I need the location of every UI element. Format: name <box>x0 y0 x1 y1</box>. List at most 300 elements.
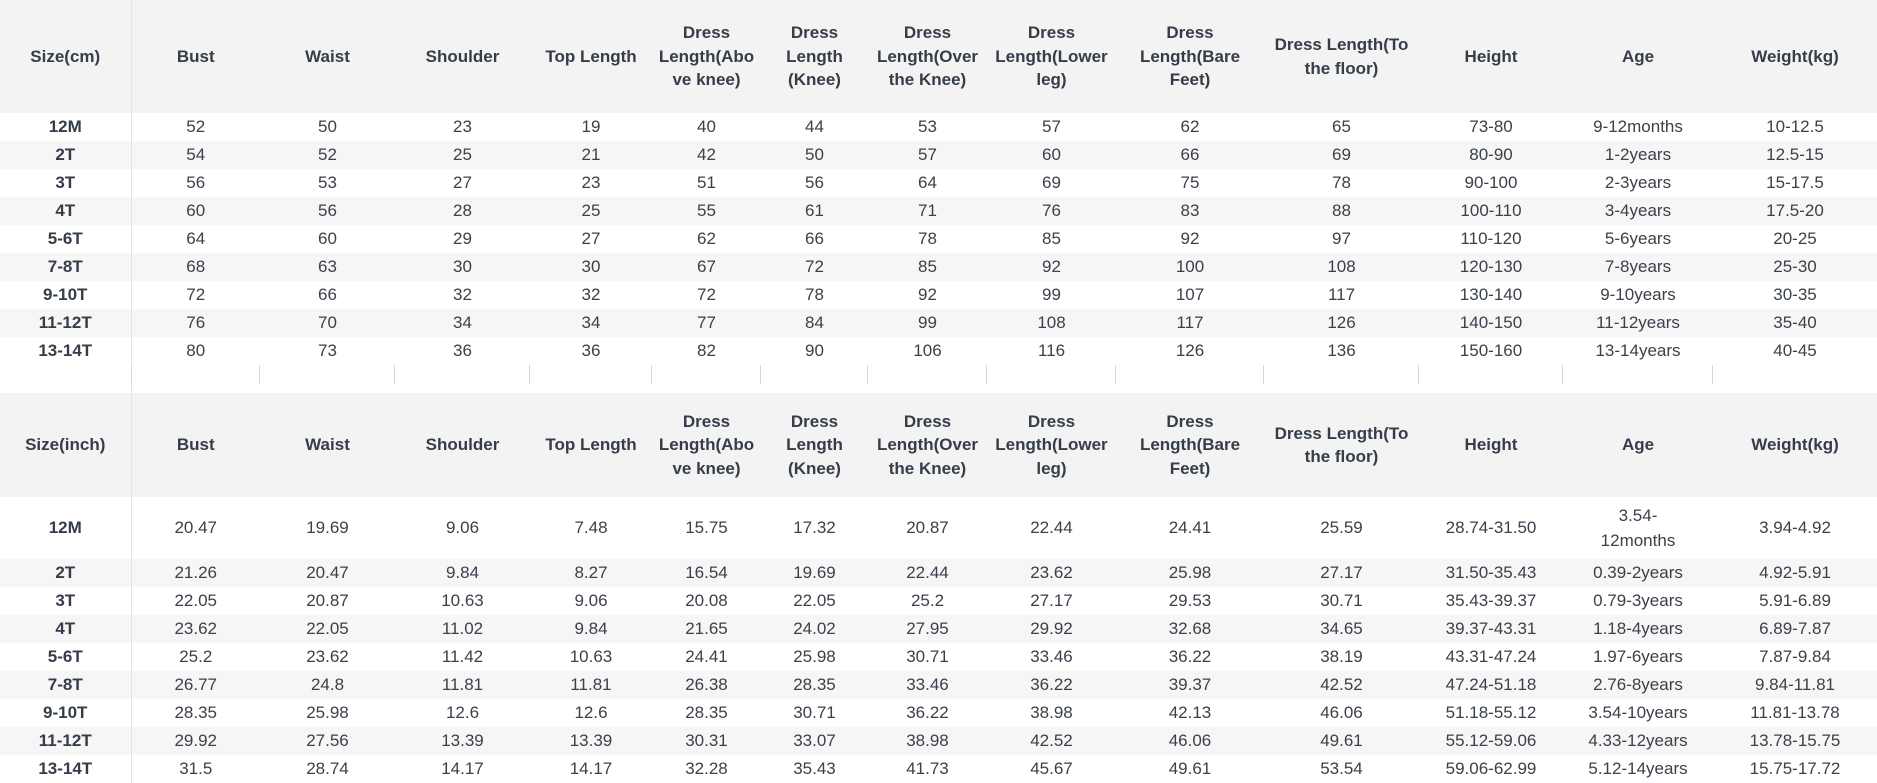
value-cell: 22.44 <box>1030 518 1073 537</box>
value-cell: 45.67 <box>1030 759 1073 778</box>
value-cell: 126 <box>1327 313 1356 332</box>
value-cell: 110-120 <box>1460 229 1522 248</box>
value-cell: 2-3years <box>1604 173 1672 192</box>
size-label: 3T <box>0 169 131 197</box>
value-cell: 31.5 <box>179 759 213 778</box>
size-chart-inch-table <box>0 393 1877 783</box>
value-cell: 64 <box>918 173 937 192</box>
size-label: 4T <box>0 615 131 643</box>
value-cell: 92 <box>1042 257 1061 276</box>
size-label: 9-10T <box>0 699 131 727</box>
column-header: Top Length <box>530 0 652 113</box>
value-cell: 9.06 <box>445 518 480 537</box>
value-cell: 60 <box>318 229 337 248</box>
column-header: Dress Length(Bare Feet) <box>1116 393 1264 497</box>
gap-cell <box>0 365 131 393</box>
value-cell: 92 <box>918 285 937 304</box>
value-cell: 29.92 <box>1030 619 1073 638</box>
table-row <box>0 141 1877 169</box>
header-row <box>0 393 1877 497</box>
value-cell: 23 <box>581 173 601 192</box>
table-row <box>0 253 1877 281</box>
value-cell: 62 <box>697 229 716 248</box>
value-cell: 3.54-12months <box>1600 505 1676 550</box>
column-header: Age <box>1563 0 1713 113</box>
size-label: 11-12T <box>0 727 131 755</box>
value-cell: 9.06 <box>574 591 608 610</box>
value-cell: 49.61 <box>1320 731 1363 750</box>
value-cell: 61 <box>805 201 824 220</box>
value-cell: 51.18-55.12 <box>1445 703 1537 722</box>
value-cell: 25-30 <box>1773 257 1817 276</box>
value-cell: 32 <box>453 285 472 304</box>
value-cell: 22.05 <box>793 591 836 610</box>
value-cell: 28.35 <box>685 703 728 722</box>
table-row <box>0 497 1877 559</box>
size-label: 13-14T <box>0 755 131 783</box>
value-cell: 30 <box>453 257 472 276</box>
value-cell: 28 <box>453 201 472 220</box>
value-cell: 56 <box>318 201 337 220</box>
value-cell: 100 <box>1175 257 1205 276</box>
value-cell: 92 <box>1180 229 1200 248</box>
gap-cell <box>260 365 395 393</box>
table-row <box>0 113 1877 141</box>
value-cell: 10.63 <box>441 591 484 610</box>
gap-cell <box>1116 365 1264 393</box>
value-cell: 35.43-39.37 <box>1445 591 1537 610</box>
value-cell: 22.44 <box>906 563 949 582</box>
value-cell: 23 <box>453 117 472 136</box>
size-label: 9-10T <box>0 281 131 309</box>
column-header: Shoulder <box>395 393 530 497</box>
value-cell: 76 <box>1042 201 1061 220</box>
value-cell: 29.92 <box>174 731 218 750</box>
value-cell: 11.02 <box>441 619 484 638</box>
value-cell: 20.08 <box>685 591 728 610</box>
value-cell: 66 <box>318 285 337 304</box>
value-cell: 21.65 <box>685 619 728 638</box>
value-cell: 27 <box>453 173 472 192</box>
value-cell: 10-12.5 <box>1766 117 1824 136</box>
value-cell: 4.33-12years <box>1588 731 1688 750</box>
value-cell: 35-40 <box>1773 313 1817 332</box>
value-cell: 36.22 <box>1030 675 1073 694</box>
value-cell: 27.95 <box>906 619 949 638</box>
value-cell: 53 <box>918 117 937 136</box>
size-label: 7-8T <box>0 253 131 281</box>
value-cell: 34 <box>581 313 601 332</box>
value-cell: 26.77 <box>174 675 218 694</box>
value-cell: 117 <box>1327 285 1356 304</box>
value-cell: 130-140 <box>1459 285 1523 304</box>
value-cell: 71 <box>918 201 937 220</box>
value-cell: 50 <box>805 145 824 164</box>
value-cell: 7-8years <box>1604 257 1672 276</box>
value-cell: 68 <box>186 257 206 276</box>
value-cell: 21 <box>581 145 601 164</box>
value-cell: 13-14years <box>1595 341 1681 360</box>
value-cell: 7.87-9.84 <box>1759 647 1831 666</box>
size-label: 2T <box>0 141 131 169</box>
value-cell: 1.18-4years <box>1593 619 1683 638</box>
value-cell: 20.47 <box>174 518 218 537</box>
gap-cell <box>1563 365 1713 393</box>
value-cell: 32 <box>581 285 601 304</box>
value-cell: 24.41 <box>685 647 728 666</box>
size-label: 3T <box>0 587 131 615</box>
value-cell: 17.32 <box>793 518 836 537</box>
size-label: 13-14T <box>0 337 131 365</box>
table-row <box>0 337 1877 365</box>
value-cell: 40-45 <box>1773 341 1817 360</box>
column-header: Dress Length (Knee) <box>761 393 868 497</box>
value-cell: 19 <box>581 117 601 136</box>
value-cell: 108 <box>1327 257 1356 276</box>
value-cell: 19.69 <box>306 518 349 537</box>
gap-cell <box>761 365 868 393</box>
column-header: Waist <box>260 0 395 113</box>
value-cell: 24.41 <box>1168 518 1212 537</box>
table-row <box>0 699 1877 727</box>
column-header: Dress Length(To the floor) <box>1264 393 1419 497</box>
size-label: 4T <box>0 197 131 225</box>
value-cell: 24.8 <box>310 675 345 694</box>
value-cell: 49.61 <box>1168 759 1212 778</box>
value-cell: 31.50-35.43 <box>1445 563 1537 582</box>
value-cell: 12.6 <box>574 703 608 722</box>
size-label: 5-6T <box>0 225 131 253</box>
value-cell: 78 <box>805 285 824 304</box>
value-cell: 60 <box>1042 145 1061 164</box>
table-row <box>0 225 1877 253</box>
value-cell: 42.52 <box>1320 675 1363 694</box>
value-cell: 13.39 <box>569 731 613 750</box>
value-cell: 50 <box>318 117 337 136</box>
value-cell: 38.19 <box>1320 647 1363 666</box>
value-cell: 46.06 <box>1168 731 1212 750</box>
value-cell: 9.84-11.81 <box>1754 675 1836 694</box>
value-cell: 36.22 <box>906 703 949 722</box>
value-cell: 42 <box>697 145 716 164</box>
gap-cell <box>868 365 987 393</box>
value-cell: 14.17 <box>569 759 613 778</box>
value-cell: 28.74-31.50 <box>1445 518 1537 537</box>
value-cell: 3.94-4.92 <box>1759 518 1831 537</box>
value-cell: 3-4years <box>1604 201 1672 220</box>
value-cell: 108 <box>1037 313 1066 332</box>
value-cell: 15.75 <box>685 518 728 537</box>
value-cell: 47.24-51.18 <box>1445 675 1537 694</box>
value-cell: 15.75-17.72 <box>1749 759 1841 778</box>
value-cell: 23.62 <box>1030 563 1073 582</box>
value-cell: 83 <box>1180 201 1200 220</box>
value-cell: 9-10years <box>1600 285 1676 304</box>
value-cell: 67 <box>697 257 716 276</box>
table-row <box>0 169 1877 197</box>
value-cell: 53 <box>318 173 337 192</box>
value-cell: 28.74 <box>306 759 349 778</box>
value-cell: 72 <box>186 285 206 304</box>
value-cell: 19.69 <box>793 563 836 582</box>
value-cell: 22.05 <box>174 591 218 610</box>
value-cell: 24.02 <box>793 619 836 638</box>
value-cell: 107 <box>1175 285 1205 304</box>
value-cell: 17.5-20 <box>1766 201 1824 220</box>
table-row <box>0 309 1877 337</box>
value-cell: 57 <box>918 145 937 164</box>
value-cell: 57 <box>1042 117 1061 136</box>
value-cell: 27.17 <box>1030 591 1073 610</box>
value-cell: 64 <box>186 229 206 248</box>
value-cell: 90 <box>805 341 824 360</box>
value-cell: 2.76-8years <box>1593 675 1683 694</box>
header-row <box>0 0 1877 113</box>
size-label: 5-6T <box>0 643 131 671</box>
value-cell: 30.71 <box>1320 591 1363 610</box>
gap-cell <box>131 365 260 393</box>
table-row <box>0 559 1877 587</box>
table-row <box>0 671 1877 699</box>
value-cell: 28.35 <box>793 675 836 694</box>
value-cell: 69 <box>1332 145 1351 164</box>
value-cell: 25.59 <box>1320 518 1363 537</box>
column-header: Dress Length(Over the Knee) <box>868 393 987 497</box>
value-cell: 9.84 <box>574 619 608 638</box>
value-cell: 52 <box>318 145 337 164</box>
value-cell: 33.46 <box>906 675 949 694</box>
value-cell: 30 <box>581 257 601 276</box>
value-cell: 11.42 <box>441 647 484 666</box>
value-cell: 16.54 <box>685 563 728 582</box>
value-cell: 1.97-6years <box>1593 647 1683 666</box>
column-header: Waist <box>260 393 395 497</box>
column-header: Dress Length(Above knee) <box>652 0 761 113</box>
column-header: Shoulder <box>395 0 530 113</box>
value-cell: 13.39 <box>441 731 484 750</box>
value-cell: 15-17.5 <box>1766 173 1824 192</box>
value-cell: 7.48 <box>574 518 608 537</box>
value-cell: 3.54-10years <box>1588 703 1688 722</box>
value-cell: 56 <box>805 173 824 192</box>
table-gap-strip <box>0 365 1877 393</box>
value-cell: 30.71 <box>906 647 949 666</box>
value-cell: 1-2years <box>1604 145 1672 164</box>
column-header: Age <box>1563 393 1713 497</box>
value-cell: 22.05 <box>306 619 349 638</box>
value-cell: 126 <box>1175 341 1205 360</box>
value-cell: 72 <box>805 257 824 276</box>
value-cell: 66 <box>805 229 824 248</box>
value-cell: 76 <box>186 313 206 332</box>
value-cell: 34.65 <box>1320 619 1363 638</box>
size-label: 12M <box>0 113 131 141</box>
size-label: 7-8T <box>0 671 131 699</box>
column-header: Dress Length(To the floor) <box>1264 0 1419 113</box>
value-cell: 59.06-62.99 <box>1445 759 1537 778</box>
value-cell: 136 <box>1327 341 1356 360</box>
value-cell: 60 <box>186 201 206 220</box>
column-header: Dress Length(Lower leg) <box>987 393 1116 497</box>
value-cell: 116 <box>1037 341 1066 360</box>
table-row <box>0 643 1877 671</box>
value-cell: 36.22 <box>1168 647 1212 666</box>
value-cell: 6.89-7.87 <box>1759 619 1831 638</box>
value-cell: 23.62 <box>306 647 349 666</box>
gap-cell <box>652 365 761 393</box>
value-cell: 44 <box>805 117 824 136</box>
value-cell: 11-12years <box>1596 313 1680 332</box>
value-cell: 52 <box>186 117 206 136</box>
value-cell: 51 <box>697 173 716 192</box>
column-header: Dress Length(Bare Feet) <box>1116 0 1264 113</box>
value-cell: 25.98 <box>306 703 349 722</box>
value-cell: 140-150 <box>1459 313 1523 332</box>
value-cell: 32.68 <box>1168 619 1212 638</box>
value-cell: 43.31-47.24 <box>1445 647 1537 666</box>
value-cell: 20.87 <box>906 518 949 537</box>
size-label: 11-12T <box>0 309 131 337</box>
value-cell: 55.12-59.06 <box>1445 731 1537 750</box>
column-header: Size(cm) <box>0 0 131 113</box>
gap-row <box>0 365 1877 393</box>
value-cell: 53.54 <box>1320 759 1363 778</box>
value-cell: 5.12-14years <box>1588 759 1688 778</box>
column-header: Dress Length(Lower leg) <box>987 0 1116 113</box>
value-cell: 150-160 <box>1459 341 1523 360</box>
value-cell: 90-100 <box>1464 173 1518 192</box>
value-cell: 70 <box>318 313 337 332</box>
value-cell: 4.92-5.91 <box>1759 563 1831 582</box>
value-cell: 69 <box>1042 173 1061 192</box>
value-cell: 25 <box>581 201 601 220</box>
value-cell: 9.84 <box>445 563 480 582</box>
value-cell: 38.98 <box>1030 703 1073 722</box>
value-cell: 20.47 <box>306 563 349 582</box>
value-cell: 30.71 <box>793 703 836 722</box>
value-cell: 39.37-43.31 <box>1445 619 1537 638</box>
value-cell: 34 <box>453 313 472 332</box>
size-label: 12M <box>0 497 131 559</box>
value-cell: 41.73 <box>906 759 949 778</box>
value-cell: 13.78-15.75 <box>1749 731 1841 750</box>
gap-cell <box>1713 365 1877 393</box>
column-header: Dress Length (Knee) <box>761 0 868 113</box>
value-cell: 11.81 <box>441 675 484 694</box>
value-cell: 25.2 <box>179 647 213 666</box>
value-cell: 85 <box>918 257 937 276</box>
gap-cell <box>395 365 530 393</box>
value-cell: 25.98 <box>793 647 836 666</box>
value-cell: 25.98 <box>1168 563 1212 582</box>
value-cell: 84 <box>805 313 824 332</box>
value-cell: 72 <box>697 285 716 304</box>
size-chart-cm-table <box>0 0 1877 365</box>
column-header: Bust <box>131 393 260 497</box>
value-cell: 23.62 <box>174 619 218 638</box>
value-cell: 33.46 <box>1030 647 1073 666</box>
value-cell: 54 <box>186 145 206 164</box>
value-cell: 21.26 <box>174 563 218 582</box>
value-cell: 80 <box>186 341 206 360</box>
value-cell: 39.37 <box>1168 675 1212 694</box>
value-cell: 117 <box>1176 313 1204 332</box>
value-cell: 73 <box>318 341 337 360</box>
value-cell: 36 <box>581 341 601 360</box>
column-header: Dress Length(Above knee) <box>652 393 761 497</box>
value-cell: 97 <box>1332 229 1351 248</box>
value-cell: 42.13 <box>1168 703 1212 722</box>
gap-cell <box>530 365 652 393</box>
value-cell: 32.28 <box>685 759 728 778</box>
table-row <box>0 587 1877 615</box>
value-cell: 5.91-6.89 <box>1759 591 1831 610</box>
value-cell: 73-80 <box>1469 117 1513 136</box>
column-header: Bust <box>131 0 260 113</box>
value-cell: 20.87 <box>306 591 349 610</box>
value-cell: 12.5-15 <box>1766 145 1824 164</box>
value-cell: 5-6years <box>1604 229 1672 248</box>
value-cell: 38.98 <box>906 731 949 750</box>
column-header: Size(inch) <box>0 393 131 497</box>
value-cell: 10.63 <box>569 647 613 666</box>
value-cell: 78 <box>918 229 937 248</box>
value-cell: 30.31 <box>685 731 728 750</box>
value-cell: 12.6 <box>445 703 480 722</box>
gap-cell <box>1419 365 1563 393</box>
column-header: Height <box>1419 393 1563 497</box>
value-cell: 28.35 <box>174 703 218 722</box>
value-cell: 35.43 <box>793 759 836 778</box>
value-cell: 77 <box>697 313 716 332</box>
value-cell: 46.06 <box>1320 703 1363 722</box>
value-cell: 9-12months <box>1593 117 1683 136</box>
value-cell: 25.2 <box>910 591 945 610</box>
value-cell: 99 <box>1042 285 1061 304</box>
value-cell: 75 <box>1180 173 1200 192</box>
table-row <box>0 727 1877 755</box>
value-cell: 106 <box>913 341 942 360</box>
value-cell: 78 <box>1332 173 1351 192</box>
value-cell: 63 <box>318 257 337 276</box>
value-cell: 36 <box>453 341 472 360</box>
value-cell: 11.81 <box>570 675 612 694</box>
column-header: Dress Length(Over the Knee) <box>868 0 987 113</box>
value-cell: 88 <box>1332 201 1351 220</box>
value-cell: 56 <box>186 173 206 192</box>
gap-cell <box>987 365 1116 393</box>
value-cell: 82 <box>697 341 716 360</box>
size-label: 2T <box>0 559 131 587</box>
value-cell: 55 <box>697 201 716 220</box>
value-cell: 66 <box>1180 145 1200 164</box>
value-cell: 27.17 <box>1320 563 1363 582</box>
value-cell: 62 <box>1180 117 1200 136</box>
table-row <box>0 615 1877 643</box>
value-cell: 29.53 <box>1168 591 1212 610</box>
column-header: Height <box>1419 0 1563 113</box>
value-cell: 99 <box>918 313 937 332</box>
value-cell: 14.17 <box>441 759 484 778</box>
value-cell: 120-130 <box>1459 257 1523 276</box>
column-header: Weight(kg) <box>1713 393 1877 497</box>
value-cell: 33.07 <box>793 731 836 750</box>
value-cell: 26.38 <box>685 675 728 694</box>
value-cell: 20-25 <box>1773 229 1817 248</box>
value-cell: 65 <box>1332 117 1351 136</box>
value-cell: 11.81-13.78 <box>1750 703 1840 722</box>
value-cell: 25 <box>453 145 472 164</box>
